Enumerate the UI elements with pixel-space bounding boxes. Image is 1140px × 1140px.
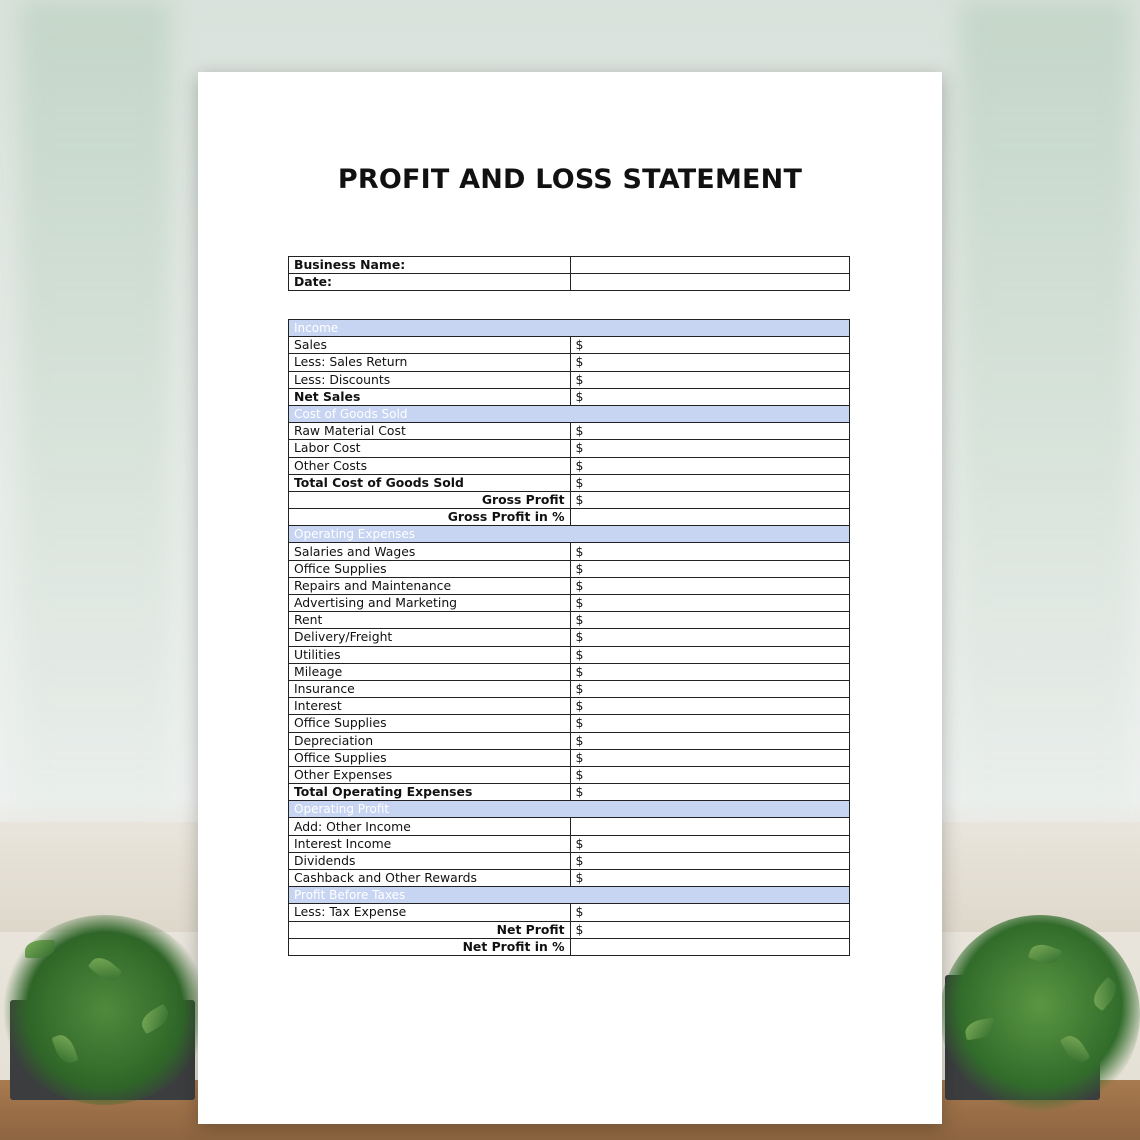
line-item-row xyxy=(289,560,850,577)
section-header-row xyxy=(289,526,850,543)
summary-row xyxy=(289,938,850,955)
line-item-row xyxy=(289,612,850,629)
row-label: Office Supplies xyxy=(289,715,571,732)
amount-field[interactable]: $ xyxy=(570,784,850,801)
amount-field[interactable]: $ xyxy=(570,354,850,371)
amount-field[interactable]: $ xyxy=(570,835,850,852)
row-label: Less: Tax Expense xyxy=(289,904,571,921)
amount-field[interactable] xyxy=(570,509,850,526)
profit-loss-table xyxy=(288,319,850,956)
section-title: Operating Profit xyxy=(289,801,850,818)
amount-field[interactable]: $ xyxy=(570,629,850,646)
line-item-row xyxy=(289,595,850,612)
row-label: Total Operating Expenses xyxy=(289,784,571,801)
line-item-row xyxy=(289,715,850,732)
amount-field[interactable]: $ xyxy=(570,491,850,508)
amount-field[interactable] xyxy=(570,818,850,835)
section-header-row xyxy=(289,801,850,818)
row-label: Utilities xyxy=(289,646,571,663)
line-item-row xyxy=(289,732,850,749)
business-info-table xyxy=(288,256,850,291)
line-item-row xyxy=(289,577,850,594)
date-label: Date: xyxy=(289,274,571,291)
amount-field[interactable]: $ xyxy=(570,612,850,629)
line-item-row xyxy=(289,680,850,697)
summary-row xyxy=(289,509,850,526)
amount-field[interactable]: $ xyxy=(570,852,850,869)
row-label: Sales xyxy=(289,337,571,354)
row-label: Gross Profit in % xyxy=(289,509,571,526)
total-row xyxy=(289,388,850,405)
row-label: Total Cost of Goods Sold xyxy=(289,474,571,491)
row-label: Office Supplies xyxy=(289,749,571,766)
background-window-right xyxy=(960,0,1130,820)
section-title: Cost of Goods Sold xyxy=(289,405,850,422)
row-label: Repairs and Maintenance xyxy=(289,577,571,594)
line-item-row xyxy=(289,629,850,646)
amount-field[interactable]: $ xyxy=(570,921,850,938)
business-name-label: Business Name: xyxy=(289,257,571,274)
section-header-row xyxy=(289,887,850,904)
summary-row xyxy=(289,921,850,938)
line-item-row xyxy=(289,337,850,354)
amount-field[interactable]: $ xyxy=(570,732,850,749)
line-item-row xyxy=(289,904,850,921)
amount-field[interactable] xyxy=(570,938,850,955)
line-item-row xyxy=(289,852,850,869)
row-label: Office Supplies xyxy=(289,560,571,577)
amount-field[interactable]: $ xyxy=(570,749,850,766)
amount-field[interactable]: $ xyxy=(570,474,850,491)
section-title: Income xyxy=(289,320,850,337)
line-item-row xyxy=(289,423,850,440)
row-label: Interest Income xyxy=(289,835,571,852)
business-name-field[interactable] xyxy=(570,257,850,274)
row-label: Less: Discounts xyxy=(289,371,571,388)
date-field[interactable] xyxy=(570,274,850,291)
summary-row xyxy=(289,491,850,508)
amount-field[interactable]: $ xyxy=(570,440,850,457)
line-item-row xyxy=(289,354,850,371)
line-item-row xyxy=(289,766,850,783)
line-item-row xyxy=(289,749,850,766)
row-label: Insurance xyxy=(289,680,571,697)
row-label: Add: Other Income xyxy=(289,818,571,835)
amount-field[interactable]: $ xyxy=(570,337,850,354)
row-label: Depreciation xyxy=(289,732,571,749)
amount-field[interactable]: $ xyxy=(570,457,850,474)
row-label: Net Profit xyxy=(289,921,571,938)
line-item-row xyxy=(289,457,850,474)
amount-field[interactable]: $ xyxy=(570,646,850,663)
line-item-row xyxy=(289,698,850,715)
section-header-row xyxy=(289,405,850,422)
amount-field[interactable]: $ xyxy=(570,595,850,612)
amount-field[interactable]: $ xyxy=(570,577,850,594)
line-item-row xyxy=(289,870,850,887)
amount-field[interactable]: $ xyxy=(570,388,850,405)
row-label: Raw Material Cost xyxy=(289,423,571,440)
section-title: Operating Expenses xyxy=(289,526,850,543)
document-title: PROFIT AND LOSS STATEMENT xyxy=(337,164,803,195)
business-name-row xyxy=(289,257,850,274)
row-label: Gross Profit xyxy=(289,491,571,508)
section-title: Profit Before Taxes xyxy=(289,887,850,904)
row-label: Rent xyxy=(289,612,571,629)
amount-field[interactable]: $ xyxy=(570,870,850,887)
row-label: Labor Cost xyxy=(289,440,571,457)
amount-field[interactable]: $ xyxy=(570,423,850,440)
amount-field[interactable]: $ xyxy=(570,904,850,921)
total-row xyxy=(289,474,850,491)
line-item-row xyxy=(289,663,850,680)
row-label: Less: Sales Return xyxy=(289,354,571,371)
row-label: Cashback and Other Rewards xyxy=(289,870,571,887)
amount-field[interactable]: $ xyxy=(570,698,850,715)
row-label: Net Sales xyxy=(289,388,571,405)
amount-field[interactable]: $ xyxy=(570,680,850,697)
amount-field[interactable]: $ xyxy=(570,560,850,577)
row-label: Net Profit in % xyxy=(289,938,571,955)
row-label: Other Expenses xyxy=(289,766,571,783)
line-item-row xyxy=(289,371,850,388)
row-label: Mileage xyxy=(289,663,571,680)
line-item-row xyxy=(289,646,850,663)
amount-field[interactable]: $ xyxy=(570,766,850,783)
row-label: Interest xyxy=(289,698,571,715)
total-row xyxy=(289,784,850,801)
row-label: Advertising and Marketing xyxy=(289,595,571,612)
date-row xyxy=(289,274,850,291)
line-item-row xyxy=(289,440,850,457)
background-window-left xyxy=(20,0,170,820)
amount-field[interactable]: $ xyxy=(570,663,850,680)
section-header-row xyxy=(289,320,850,337)
amount-field[interactable]: $ xyxy=(570,715,850,732)
line-item-row xyxy=(289,835,850,852)
amount-field[interactable]: $ xyxy=(570,371,850,388)
row-label: Dividends xyxy=(289,852,571,869)
row-label: Salaries and Wages xyxy=(289,543,571,560)
row-label: Delivery/Freight xyxy=(289,629,571,646)
line-item-row xyxy=(289,818,850,835)
amount-field[interactable]: $ xyxy=(570,543,850,560)
row-label: Other Costs xyxy=(289,457,571,474)
line-item-row xyxy=(289,543,850,560)
document-page xyxy=(198,72,942,1124)
